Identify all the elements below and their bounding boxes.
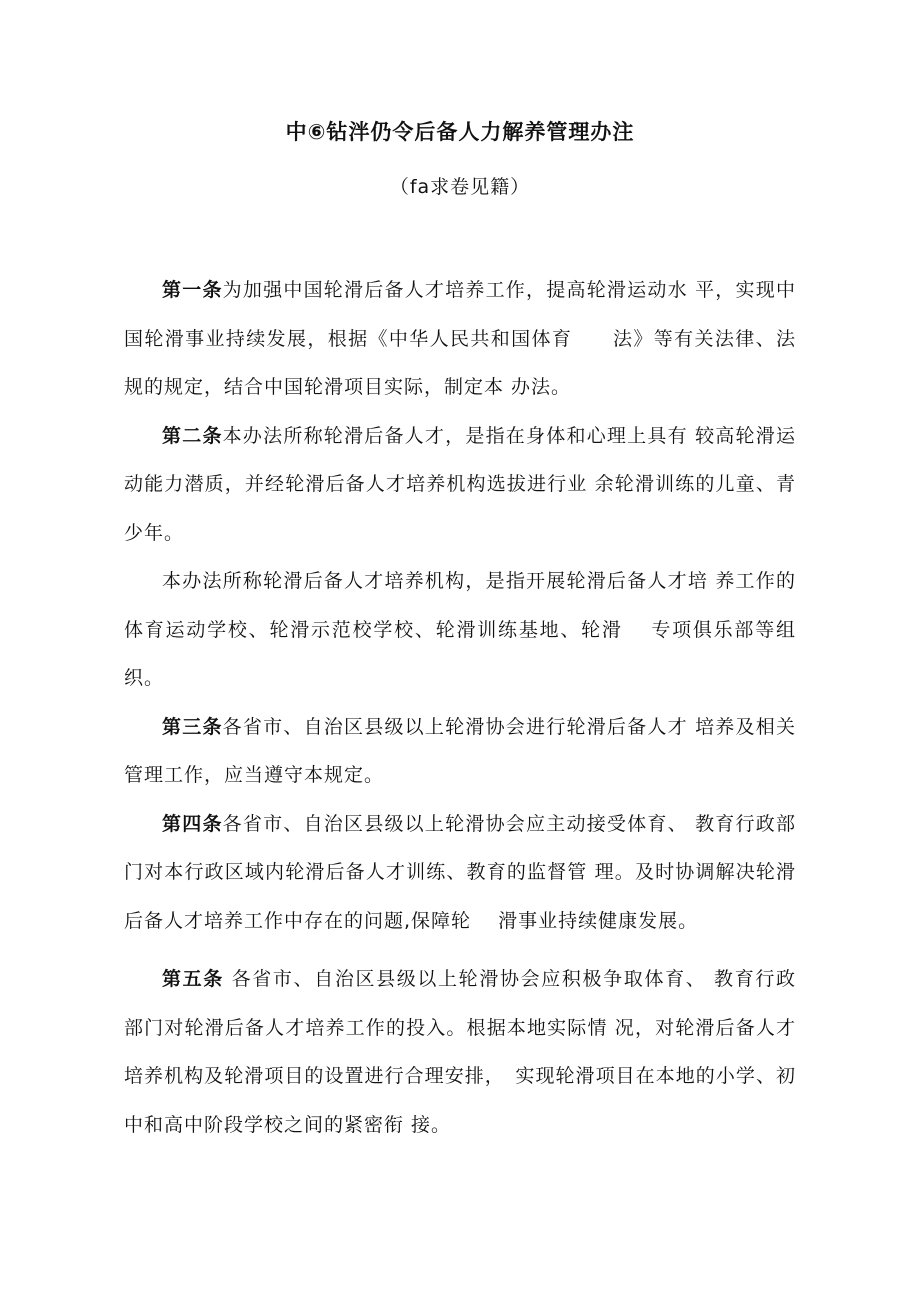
article-2-paragraph-2 xyxy=(124,557,796,703)
article-text: 本办法所称轮滑后备人才，是指在身体和心理上具有 较高轮滑运动能力潜质，并经轮滑后备人才培养机构选拔进行业 余轮滑训练的儿童、青少年。 xyxy=(124,424,796,544)
article-2 xyxy=(124,412,796,558)
article-text: 为加强中国轮滑后备人才培养工作，提高轮滑运动水 平，实现中国轮滑事业持续发展，根据《中华人民共和国体育 法》等有关法律、法规的规定，结合中国轮滑项目实际，制定本 办法。 xyxy=(124,279,796,398)
article-text: 各省市、自治区县级以上轮滑协会应积极争取体育、 教育行政部门对轮滑后备人才培养工作的投入。根据本地实际情 况，对轮滑后备人才培养机构及轮滑项目的设置进行合理安排， 实现轮滑项目在本地的小学、初中和高中阶段学校之间的紧密衔 接。 xyxy=(124,968,796,1136)
article-text: 各省市、自治区县级以上轮滑协会进行轮滑后备人才 培养及相关管理工作，应当遵守本规定。 xyxy=(124,715,796,786)
document-subtitle: （fa求卷见籍） xyxy=(389,176,531,198)
article-heading: 第一条 xyxy=(162,279,223,301)
article-5 xyxy=(124,955,796,1149)
document-title: 中⑥钻泮仍令后备人力解养管理办注 xyxy=(285,120,635,144)
article-1 xyxy=(124,266,796,412)
article-3 xyxy=(124,703,796,800)
article-heading: 第二条 xyxy=(162,424,223,447)
article-heading: 第四条 xyxy=(162,812,223,835)
article-text: 各省市、自治区县级以上轮滑协会应主动接受体育、 教育行政部门对本行政区域内轮滑后备人才训练、教育的监督管 理。及时协调解决轮滑后备人才培养工作中存在的问题,保障轮 滑事业持续健康发展。 xyxy=(124,812,796,932)
article-heading: 第三条 xyxy=(162,715,223,738)
article-4 xyxy=(124,800,796,946)
document-body xyxy=(124,266,796,1149)
article-text: 本办法所称轮滑后备人才培养机构，是指开展轮滑后备人才培 养工作的体育运动学校、轮滑示范校学校、轮滑训练基地、轮滑 专项俱乐部等组织。 xyxy=(124,570,796,689)
article-heading: 第五条 xyxy=(162,968,224,990)
